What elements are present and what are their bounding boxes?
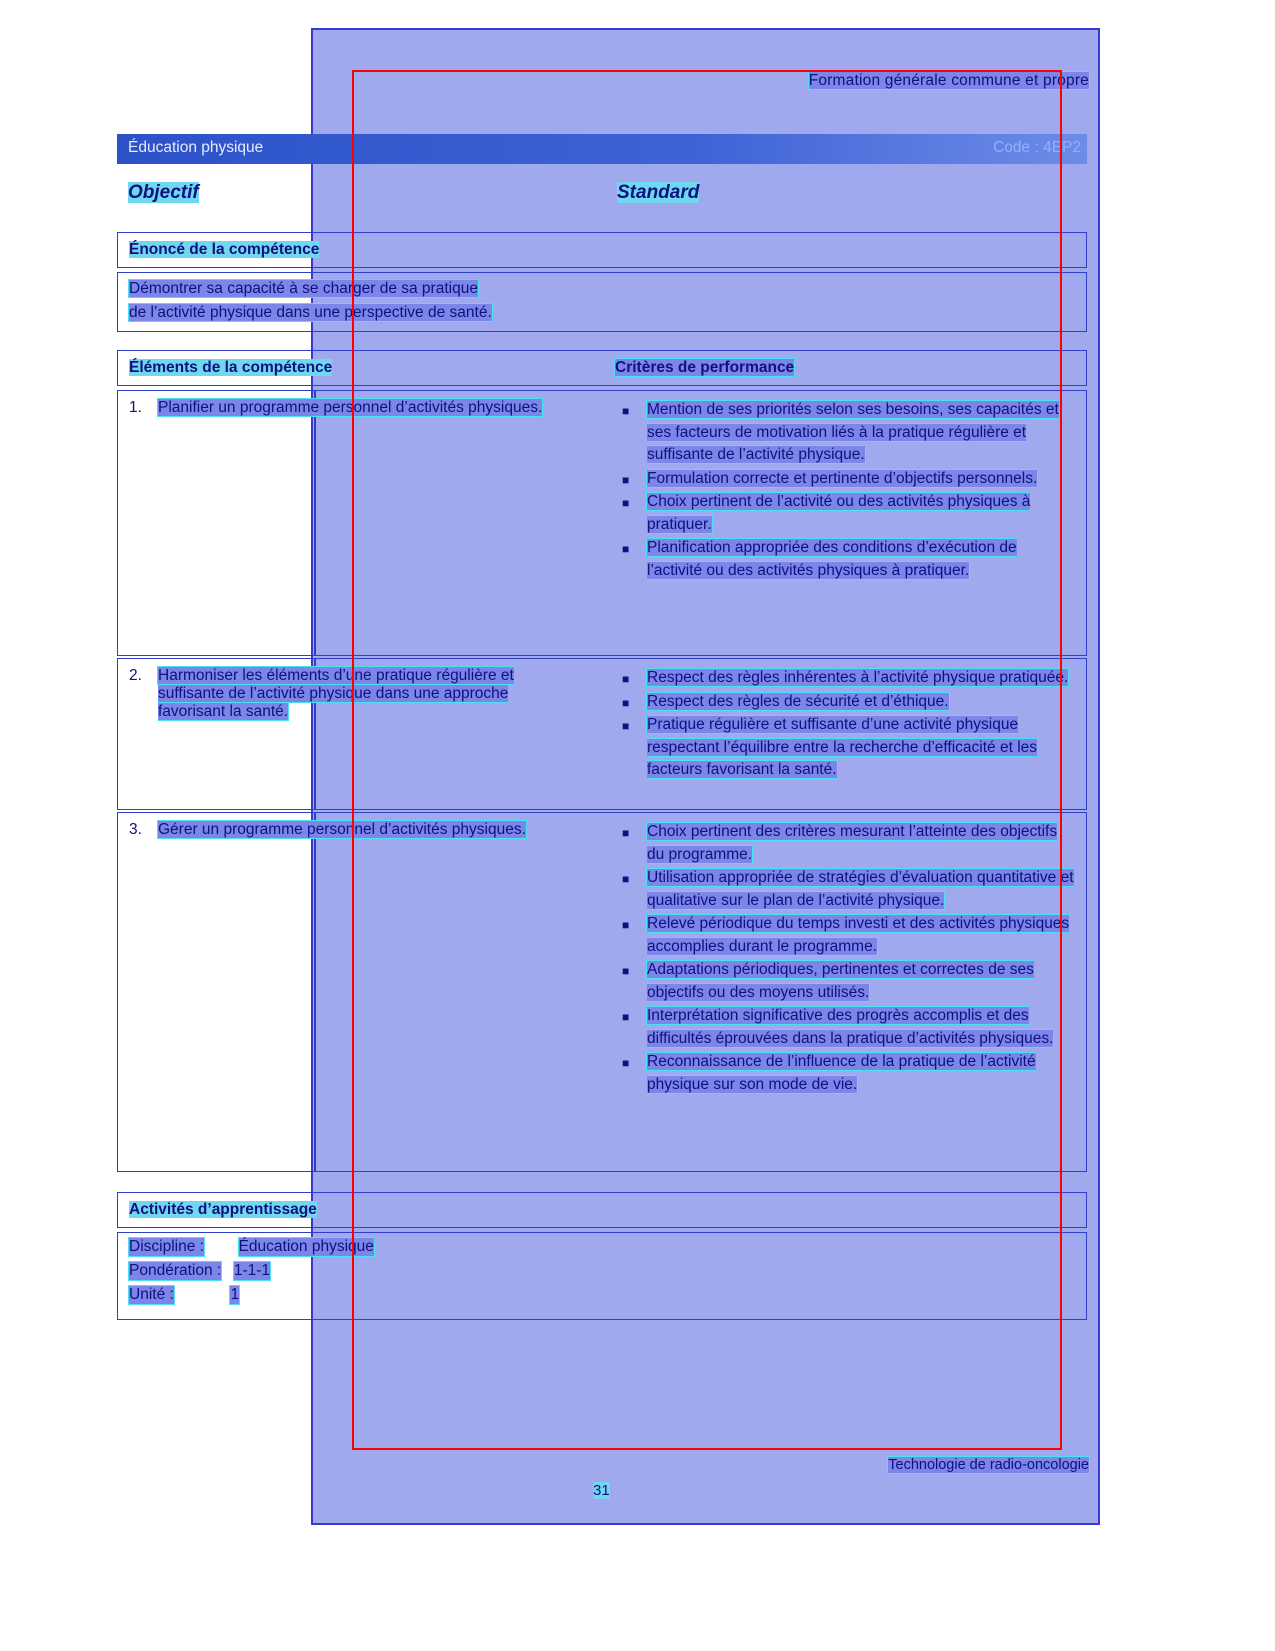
list-item: ■ Utilisation appropriée de stratégies d’évaluation quantitative et qualitative sur le plan de l’activité physique.	[622, 869, 1074, 909]
competence-statement-body-box	[117, 272, 1087, 332]
bullet-icon: ■	[622, 719, 630, 733]
course-code: Code : 4EP2	[993, 139, 1081, 156]
element-cell	[129, 399, 549, 417]
activities-heading: Activités d’apprentissage	[129, 1201, 317, 1218]
bullet-icon: ■	[622, 918, 630, 932]
bullet-icon: ■	[622, 496, 630, 510]
element-text: Planifier un programme personnel d’activités physiques.	[158, 399, 543, 416]
bullet-icon: ■	[622, 695, 630, 710]
element-text: Harmoniser les éléments d’une pratique régulière et suffisante de l’activité physique dans une approche favorisant la santé.	[158, 667, 514, 720]
element-cell	[129, 667, 549, 721]
table-header-elements: Éléments de la compétence	[129, 359, 333, 376]
competence-statement-line-1: Démontrer sa capacité à se charger de sa pratique	[129, 280, 478, 297]
discipline-title-bar	[117, 134, 1087, 164]
bullet-icon: ■	[622, 1010, 630, 1024]
column-headings	[117, 182, 1087, 212]
document-header-right	[809, 72, 1089, 90]
column-heading-standard: Standard	[617, 182, 700, 203]
list-item: ■ Adaptations périodiques, pertinentes et correctes de ses objectifs ou des moyens utilisés.	[622, 961, 1034, 1001]
activities-value: 1	[230, 1286, 240, 1303]
table-row	[117, 658, 1087, 810]
activities-row-discipline	[129, 1238, 374, 1256]
list-item: ■ Formulation correcte et pertinente d’objectifs personnels.	[615, 468, 1075, 491]
element-number: 3.	[129, 821, 142, 838]
activities-row-ponderation	[129, 1262, 270, 1280]
bullet-icon: ■	[622, 964, 630, 978]
document-footer-right: Technologie de radio-oncologie	[888, 1457, 1089, 1473]
element-number: 1.	[129, 399, 142, 416]
element-number: 2.	[129, 667, 142, 684]
row-divider	[314, 813, 316, 1171]
activities-label: Pondération :	[129, 1262, 222, 1279]
table-header-box	[117, 350, 1087, 386]
element-cell	[129, 821, 549, 839]
list-item: ■ Respect des règles inhérentes à l’activité physique pratiquée.	[615, 667, 1075, 690]
list-item: ■ Mention de ses priorités selon ses besoins, ses capacités et ses facteurs de motivation liés à la pratique régulière et suffisante de l’activité physique.	[622, 401, 1059, 463]
criteria-cell	[615, 821, 1075, 1097]
element-text: Gérer un programme personnel d’activités physiques.	[158, 821, 526, 838]
discipline-name: Éducation physique	[128, 139, 264, 156]
criteria-cell	[615, 667, 1075, 783]
bullet-icon: ■	[622, 1056, 630, 1070]
list-item: ■ Relevé périodique du temps investi et des activités physiques accomplies durant le programme.	[622, 915, 1070, 955]
bullet-icon: ■	[622, 542, 630, 556]
activities-row-unite	[129, 1286, 239, 1304]
list-item: ■ Reconnaissance de l’influence de la pratique de l’activité physique sur son mode de vie.	[622, 1053, 1036, 1093]
criteria-list	[615, 667, 1075, 782]
competence-statement-heading-box	[117, 232, 1087, 268]
list-item: ■ Choix pertinent de l’activité ou des activités physiques à pratiquer.	[622, 493, 1031, 533]
activities-heading-box	[117, 1192, 1087, 1228]
table-row	[117, 390, 1087, 656]
list-item: ■ Planification appropriée des conditions d’exécution de l’activité ou des activités physiques à pratiquer.	[622, 539, 1017, 579]
table-row	[117, 812, 1087, 1172]
activities-value: Éducation physique	[238, 1238, 374, 1255]
competence-statement-heading: Énoncé de la compétence	[129, 241, 320, 258]
activities-label: Discipline :	[129, 1238, 204, 1255]
list-item: ■ Respect des règles de sécurité et d’éthique.	[615, 691, 1075, 714]
criteria-cell	[615, 399, 1075, 583]
bullet-icon: ■	[622, 404, 630, 418]
list-item: ■ Pratique régulière et suffisante d’une activité physique respectant l’équilibre entre la recherche d’efficacité et les facteurs favorisant la santé.	[622, 716, 1038, 778]
page-number: 31	[593, 1482, 610, 1499]
table-header-criteria: Critères de performance	[615, 359, 795, 376]
activities-label: Unité :	[129, 1286, 174, 1303]
competence-statement-line-2: de l’activité physique dans une perspective de santé.	[129, 304, 492, 321]
list-item: ■ Interprétation significative des progrès accomplis et des difficultés éprouvées dans la pratique d’activités physiques.	[622, 1007, 1054, 1047]
criteria-list	[615, 399, 1075, 582]
activities-value: 1-1-1	[233, 1262, 271, 1279]
bullet-icon: ■	[622, 872, 630, 886]
criteria-list	[615, 821, 1075, 1096]
bullet-icon: ■	[622, 826, 630, 840]
column-heading-objectif: Objectif	[128, 182, 199, 203]
bullet-icon: ■	[622, 672, 630, 686]
activities-body-box	[117, 1232, 1087, 1320]
bullet-icon: ■	[622, 472, 630, 487]
list-item: ■ Choix pertinent des critères mesurant l’atteinte des objectifs du programme.	[622, 823, 1058, 863]
row-divider	[314, 391, 316, 655]
header-right-text: Formation générale commune et propre	[808, 72, 1089, 89]
